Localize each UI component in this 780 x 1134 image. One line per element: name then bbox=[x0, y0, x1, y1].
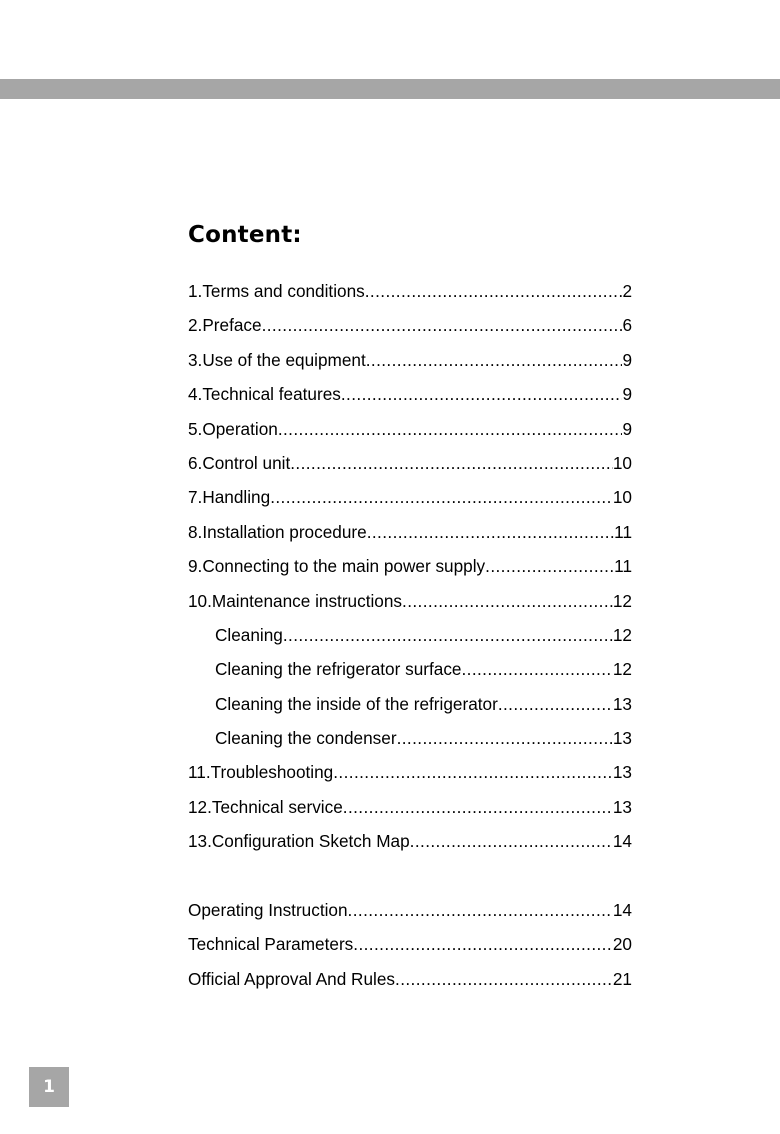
toc-entry-preface[interactable] bbox=[188, 308, 632, 342]
toc-entry-handling[interactable] bbox=[188, 480, 632, 514]
dot-leader bbox=[348, 893, 613, 927]
header-band bbox=[0, 79, 780, 99]
toc-entry-label: Cleaning the refrigerator surface bbox=[215, 659, 462, 680]
toc-entry-label: 12.Technical service bbox=[188, 796, 343, 817]
toc-subentry-cleaning-condenser[interactable] bbox=[188, 721, 632, 755]
toc-entry-configuration-sketch-map[interactable] bbox=[188, 824, 632, 858]
toc-entry-page: 12 bbox=[612, 590, 632, 611]
dot-leader bbox=[341, 377, 623, 411]
dot-leader bbox=[343, 790, 613, 824]
toc-entry-label: 9.Connecting to the main power supply bbox=[188, 556, 486, 577]
toc-entry-page: 9 bbox=[622, 418, 632, 439]
toc-entry-label: 7.Handling bbox=[188, 487, 271, 508]
toc-entry-label: 10.Maintenance instructions bbox=[188, 590, 403, 611]
dot-leader bbox=[397, 721, 613, 755]
toc-entry-label: 5.Operation bbox=[188, 418, 278, 439]
dot-leader bbox=[366, 343, 623, 377]
toc-entry-label: 3.Use of the equipment bbox=[188, 349, 366, 370]
dot-leader bbox=[333, 755, 613, 789]
toc-entry-maintenance-instructions[interactable] bbox=[188, 584, 632, 618]
toc-entry-label: Cleaning the condenser bbox=[215, 728, 397, 749]
toc-entry-page: 12 bbox=[612, 659, 632, 680]
toc-entry-technical-service[interactable] bbox=[188, 790, 632, 824]
page-title: Content: bbox=[188, 222, 302, 248]
toc-entry-troubleshooting[interactable] bbox=[188, 755, 632, 789]
toc-entry-terms-and-conditions[interactable] bbox=[188, 274, 632, 308]
toc-entry-page: 10 bbox=[612, 452, 632, 473]
dot-leader bbox=[365, 274, 623, 308]
toc-entry-page: 11 bbox=[614, 556, 632, 577]
dot-leader bbox=[402, 584, 613, 618]
toc-entry-label: 11.Troubleshooting bbox=[188, 762, 334, 783]
toc-entry-operation[interactable] bbox=[188, 412, 632, 446]
toc-entry-label: Cleaning the inside of the refrigerator bbox=[215, 693, 498, 714]
toc-entry-page: 9 bbox=[622, 384, 632, 405]
toc-entry-page: 9 bbox=[622, 349, 632, 370]
dot-leader bbox=[498, 687, 613, 721]
toc-entry-label: 6.Control unit bbox=[188, 452, 291, 473]
table-of-contents bbox=[188, 274, 632, 996]
dot-leader bbox=[262, 308, 623, 342]
toc-entry-page: 21 bbox=[612, 968, 632, 989]
dot-leader bbox=[485, 549, 614, 583]
toc-entry-label: 4.Technical features bbox=[188, 384, 341, 405]
toc-entry-label: Cleaning bbox=[215, 624, 283, 645]
toc-entry-page: 13 bbox=[612, 693, 632, 714]
toc-subentry-cleaning[interactable] bbox=[188, 618, 632, 652]
toc-entry-label: 8.Installation procedure bbox=[188, 521, 367, 542]
toc-entry-use-of-equipment[interactable] bbox=[188, 343, 632, 377]
toc-entry-control-unit[interactable] bbox=[188, 446, 632, 480]
toc-entry-label: 2.Preface bbox=[188, 315, 262, 336]
toc-entry-page: 13 bbox=[612, 796, 632, 817]
dot-leader bbox=[278, 412, 623, 446]
dot-leader bbox=[410, 824, 613, 858]
toc-subentry-cleaning-surface[interactable] bbox=[188, 652, 632, 686]
toc-entry-label: Operating Instruction bbox=[188, 900, 348, 921]
toc-entry-installation-procedure[interactable] bbox=[188, 515, 632, 549]
toc-entry-label: 1.Terms and conditions bbox=[188, 281, 365, 301]
toc-entry-page: 14 bbox=[612, 831, 632, 852]
toc-entry-page: 12 bbox=[612, 624, 632, 645]
toc-entry-technical-parameters[interactable] bbox=[188, 927, 632, 961]
page-number-badge: 1 bbox=[29, 1067, 69, 1107]
dot-leader bbox=[395, 962, 613, 996]
toc-entry-page: 6 bbox=[622, 315, 632, 336]
dot-leader bbox=[283, 618, 613, 652]
toc-entry-page: 13 bbox=[612, 728, 632, 749]
toc-entry-label: Technical Parameters bbox=[188, 934, 354, 955]
dot-leader bbox=[461, 652, 612, 686]
dot-leader bbox=[367, 515, 614, 549]
toc-entry-label: 13.Configuration Sketch Map bbox=[188, 831, 410, 852]
dot-leader bbox=[270, 480, 613, 514]
toc-entry-page: 20 bbox=[612, 934, 632, 955]
toc-entry-page: 10 bbox=[612, 487, 632, 508]
toc-entry-page: 11 bbox=[614, 521, 632, 542]
toc-entry-operating-instruction[interactable] bbox=[188, 893, 632, 927]
toc-entry-official-approval[interactable] bbox=[188, 962, 632, 996]
dot-leader bbox=[290, 446, 613, 480]
toc-entry-page: 2 bbox=[622, 281, 632, 301]
toc-entry-technical-features[interactable] bbox=[188, 377, 632, 411]
toc-entry-label: Official Approval And Rules bbox=[188, 968, 396, 989]
dot-leader bbox=[353, 927, 613, 961]
toc-entry-page: 14 bbox=[612, 900, 632, 921]
toc-entry-page: 13 bbox=[612, 762, 632, 783]
toc-subentry-cleaning-inside[interactable] bbox=[188, 687, 632, 721]
toc-entry-connecting-power-supply[interactable] bbox=[188, 549, 632, 583]
